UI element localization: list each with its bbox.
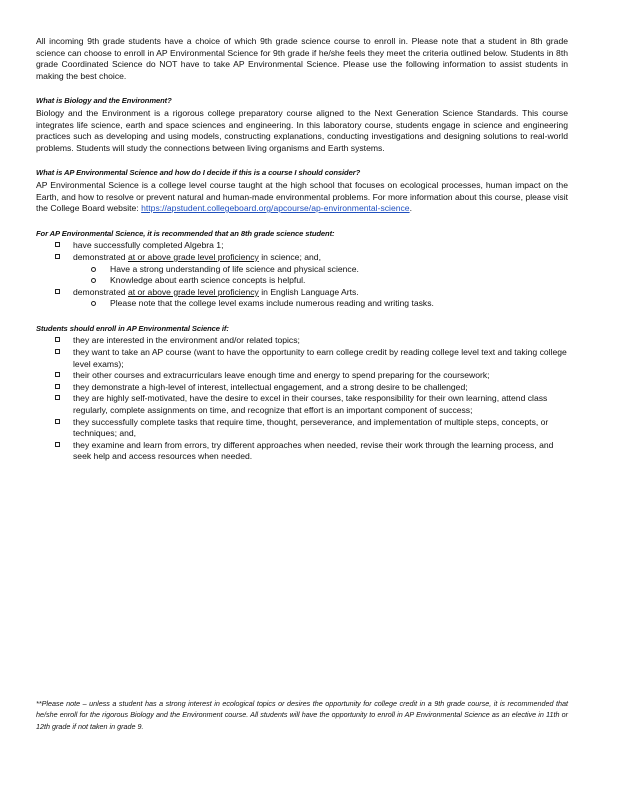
checkbox-bullet-icon (55, 419, 60, 424)
recommended-section (36, 228, 568, 310)
bullet-text-post: in science; and, (261, 251, 321, 262)
sub-bullet-text: Have a strong understanding of life science and physical science. (110, 263, 359, 274)
checkbox-bullet-icon (55, 254, 60, 259)
biology-heading: What is Biology and the Environment? (36, 96, 172, 106)
recommended-heading: For AP Environmental Science, it is recommended that an 8th grade science student: (36, 228, 335, 238)
bullet-text-pre: demonstrated (73, 251, 126, 262)
bullet-text-post: in English Language Arts. (261, 286, 359, 297)
checkbox-bullet-icon (55, 349, 60, 354)
list-item (36, 252, 568, 287)
document-page (36, 36, 568, 476)
checkbox-bullet-icon (55, 395, 60, 400)
bullet-text: they demonstrate a high-level of interest, intellectual engagement, and a strong desire to be challenged; (73, 381, 468, 392)
sub-list-item (73, 275, 568, 287)
sub-list-item (73, 298, 568, 310)
bullet-text: have successfully completed Algebra 1; (73, 240, 224, 251)
checkbox-bullet-icon (55, 372, 60, 377)
list-item (36, 240, 568, 252)
apes-after-link: . (409, 203, 412, 214)
bullet-text: they are interested in the environment and/or related topics; (73, 335, 300, 346)
list-item (36, 440, 568, 463)
circle-bullet-icon (91, 301, 96, 306)
bullet-text: they want to take an AP course (want to have the opportunity to earn college credit by reading college level text and taking college level exams); (73, 347, 567, 369)
checkbox-bullet-icon (55, 442, 60, 447)
checkbox-bullet-icon (55, 337, 60, 342)
list-item (36, 417, 568, 440)
bullet-text: they examine and learn from errors, try different approaches when needed, revise their work through the learning process, and seek help and access resources when needed. (73, 439, 554, 462)
list-item (36, 335, 568, 347)
sub-bullet-text: Knowledge about earth science concepts is helpful. (110, 275, 306, 286)
bullet-text: they are highly self-motivated, have the desire to excel in their courses, take responsibility for their own learning, attend class regularly, complete assignments on time, and recognize that effort is an important component of success; (73, 393, 548, 416)
list-item (36, 393, 568, 416)
footnote: **Please note – unless a student has a strong interest in ecological topics or desires the opportunity for college credit in a 9th grade course, it is recommended that he/she enroll for the rigorous Biology and the Environment course. All students will have the opportunity to enroll in AP Environmental Science as an elective in 11th or 12th grade if not taken in grade 9. (36, 699, 568, 731)
checkbox-bullet-icon (55, 242, 60, 247)
circle-bullet-icon (91, 267, 96, 272)
list-item (36, 347, 568, 370)
recommended-list (36, 240, 568, 310)
apes-section (36, 167, 568, 214)
list-item (36, 382, 568, 394)
college-board-link[interactable]: https://apstudent.collegeboard.org/apcourse/ap-environmental-science (141, 203, 410, 214)
sub-bullet-text: Please note that the college level exams include numerous reading and writing tasks. (110, 298, 434, 309)
enroll-list (36, 335, 568, 463)
sub-list-item (73, 264, 568, 276)
intro-paragraph: All incoming 9th grade students have a choice of which 9th grade science course to enroll in. Please note that a student in 8th grade science can choose to enroll in AP Environmental Science for 9th grade if he/she feels they meet the criteria outlined below. Students in 8th grade Coordinated Science do NOT have to take AP Environmental Science. Please use the following information to assist students in making the best choice. (36, 36, 568, 81)
list-item (36, 370, 568, 382)
checkbox-bullet-icon (55, 289, 60, 294)
sub-list (73, 264, 568, 287)
biology-section (36, 95, 568, 154)
sub-list (73, 298, 568, 310)
apes-heading: What is AP Environmental Science and how do I decide if this is a course I should consider? (36, 168, 361, 178)
enroll-section (36, 323, 568, 463)
checkbox-bullet-icon (55, 384, 60, 389)
bullet-text: their other courses and extracurriculars leave enough time and energy to spend preparing for the coursework; (73, 370, 490, 381)
circle-bullet-icon (91, 278, 96, 283)
enroll-heading: Students should enroll in AP Environmental Science if: (36, 323, 229, 333)
bullet-text-pre: demonstrated (73, 286, 126, 297)
apes-paragraph (36, 180, 568, 215)
bullet-underlined-text: at or above grade level proficiency (127, 286, 259, 297)
apes-body-text: AP Environmental Science is a college level course taught at the high school that focuses on ecological processes, human impact on the Earth, and how to resolve or prevent natural and human-made environmental problems. For more information about this course, please visit the College Board website: (36, 179, 568, 214)
bullet-underlined-text: at or above grade level proficiency (127, 251, 259, 262)
list-item (36, 287, 568, 310)
bullet-text: they successfully complete tasks that require time, thought, perseverance, and implementation of multiple steps, concepts, or techniques; and, (73, 416, 549, 439)
biology-paragraph: Biology and the Environment is a rigorous college preparatory course aligned to the Next Generation Science Standards. This course integrates life science, earth and space sciences and engineering. In this laboratory course, students engage in science and engineering practices such as developing and using models, constructing explanations, conducting investigations and designing solutions to real-world problems. Students will study the connections between living organisms and Earth systems. (36, 107, 568, 153)
